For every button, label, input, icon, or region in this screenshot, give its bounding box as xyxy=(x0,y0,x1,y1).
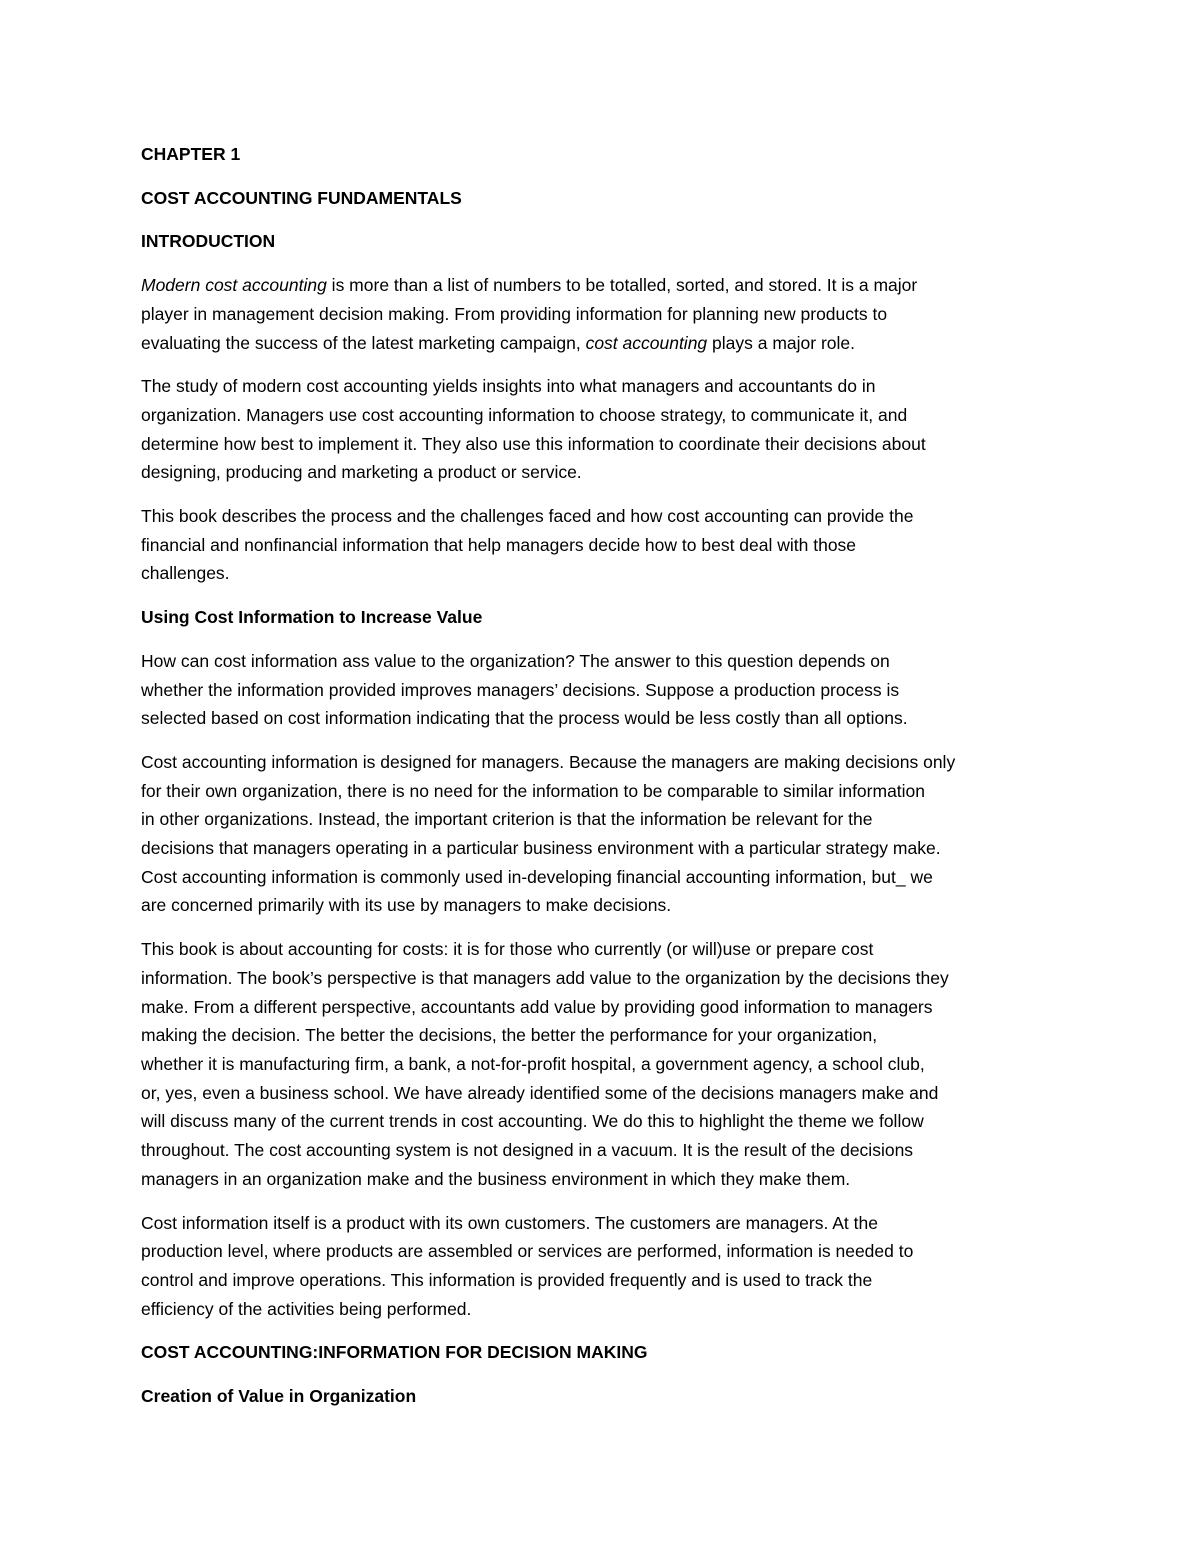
section-heading-decision-making: COST ACCOUNTING:INFORMATION FOR DECISION MAKING xyxy=(141,1342,648,1363)
paragraph-line: whether it is manufacturing firm, a bank, a not-for-profit hospital, a government agency, a school club, xyxy=(141,1053,925,1074)
paragraph-line: managers in an organization make and the business environment in which they make them. xyxy=(141,1168,851,1189)
emphasis-text: Modern cost accounting xyxy=(141,275,327,296)
paragraph-line: or, yes, even a business school. We have already identified some of the decisions managers make and xyxy=(141,1082,939,1103)
text-run: evaluating the success of the latest marketing campaign, xyxy=(141,332,586,353)
paragraph-line: challenges. xyxy=(141,563,230,584)
paragraph-line: This book is about accounting for costs: it is for those who currently (or will)use or prepare cost xyxy=(141,939,874,960)
paragraph-4 xyxy=(141,647,1061,733)
text-run: plays a major role. xyxy=(707,332,856,353)
paragraph-line: This book describes the process and the challenges faced and how cost accounting can provide the xyxy=(141,506,914,527)
paragraph-7 xyxy=(141,1209,1061,1324)
paragraph-6 xyxy=(141,935,1061,1193)
paragraph-line: determine how best to implement it. They also use this information to coordinate their decisions about xyxy=(141,433,926,454)
emphasis-text: cost accounting xyxy=(585,332,708,353)
paragraph-line: financial and nonfinancial information that help managers decide how to best deal with those xyxy=(141,534,857,555)
chapter-title: COST ACCOUNTING FUNDAMENTALS xyxy=(141,187,462,208)
paragraph-line: information. The book’s perspective is that managers add value to the organization by the decisions they xyxy=(141,967,949,988)
paragraph-line: efficiency of the activities being performed. xyxy=(141,1298,472,1319)
paragraph-line: How can cost information ass value to the organization? The answer to this question depends on xyxy=(141,650,890,671)
introduction-heading: INTRODUCTION xyxy=(141,231,276,252)
paragraph-3 xyxy=(141,502,1061,588)
paragraph-line: Cost accounting information is designed for managers. Because the managers are making decisions only xyxy=(141,751,956,772)
paragraph-line: will discuss many of the current trends in cost accounting. We do this to highlight the theme we follow xyxy=(141,1111,924,1132)
paragraph-line xyxy=(141,329,1061,358)
paragraph-line: whether the information provided improves managers’ decisions. Suppose a production process is xyxy=(141,679,900,700)
paragraph-line: selected based on cost information indicating that the process would be less costly than all options. xyxy=(141,708,908,729)
paragraph-line: making the decision. The better the decisions, the better the performance for your organization, xyxy=(141,1025,878,1046)
paragraph-1 xyxy=(141,271,1061,357)
paragraph-line: player in management decision making. From providing information for planning new products to xyxy=(141,303,888,324)
paragraph-line: control and improve operations. This information is provided frequently and is used to track the xyxy=(141,1269,873,1290)
paragraph-line: The study of modern cost accounting yields insights into what managers and accountants do in xyxy=(141,376,876,397)
paragraph-line: make. From a different perspective, accountants add value by providing good information to managers xyxy=(141,996,933,1017)
paragraph-line: in other organizations. Instead, the important criterion is that the information be relevant for the xyxy=(141,809,873,830)
section-heading-creation-of-value: Creation of Value in Organization xyxy=(141,1386,417,1407)
paragraph-line: for their own organization, there is no need for the information to be comparable to similar information xyxy=(141,780,926,801)
text-run: is more than a list of numbers to be totalled, sorted, and stored. It is a major xyxy=(326,275,918,296)
paragraph-line: throughout. The cost accounting system is not designed in a vacuum. It is the result of the decisions xyxy=(141,1140,914,1161)
paragraph-line: Cost information itself is a product with its own customers. The customers are managers. At the xyxy=(141,1212,878,1233)
section-heading-using-cost-info: Using Cost Information to Increase Value xyxy=(141,607,483,628)
paragraph-5 xyxy=(141,748,1061,920)
paragraph-line: designing, producing and marketing a product or service. xyxy=(141,462,582,483)
paragraph-line: Cost accounting information is commonly used in-developing financial accounting information, but_ we xyxy=(141,866,933,887)
paragraph-line: are concerned primarily with its use by managers to make decisions. xyxy=(141,895,672,916)
paragraph-line: decisions that managers operating in a particular business environment with a particular strategy make. xyxy=(141,838,941,859)
paragraph-2 xyxy=(141,372,1061,487)
paragraph-line xyxy=(141,271,1061,300)
paragraph-line: production level, where products are assembled or services are performed, information is needed to xyxy=(141,1241,914,1262)
document-page xyxy=(141,140,1061,1411)
chapter-heading: CHAPTER 1 xyxy=(141,144,241,164)
paragraph-line: organization. Managers use cost accounting information to choose strategy, to communicate it, and xyxy=(141,404,908,425)
